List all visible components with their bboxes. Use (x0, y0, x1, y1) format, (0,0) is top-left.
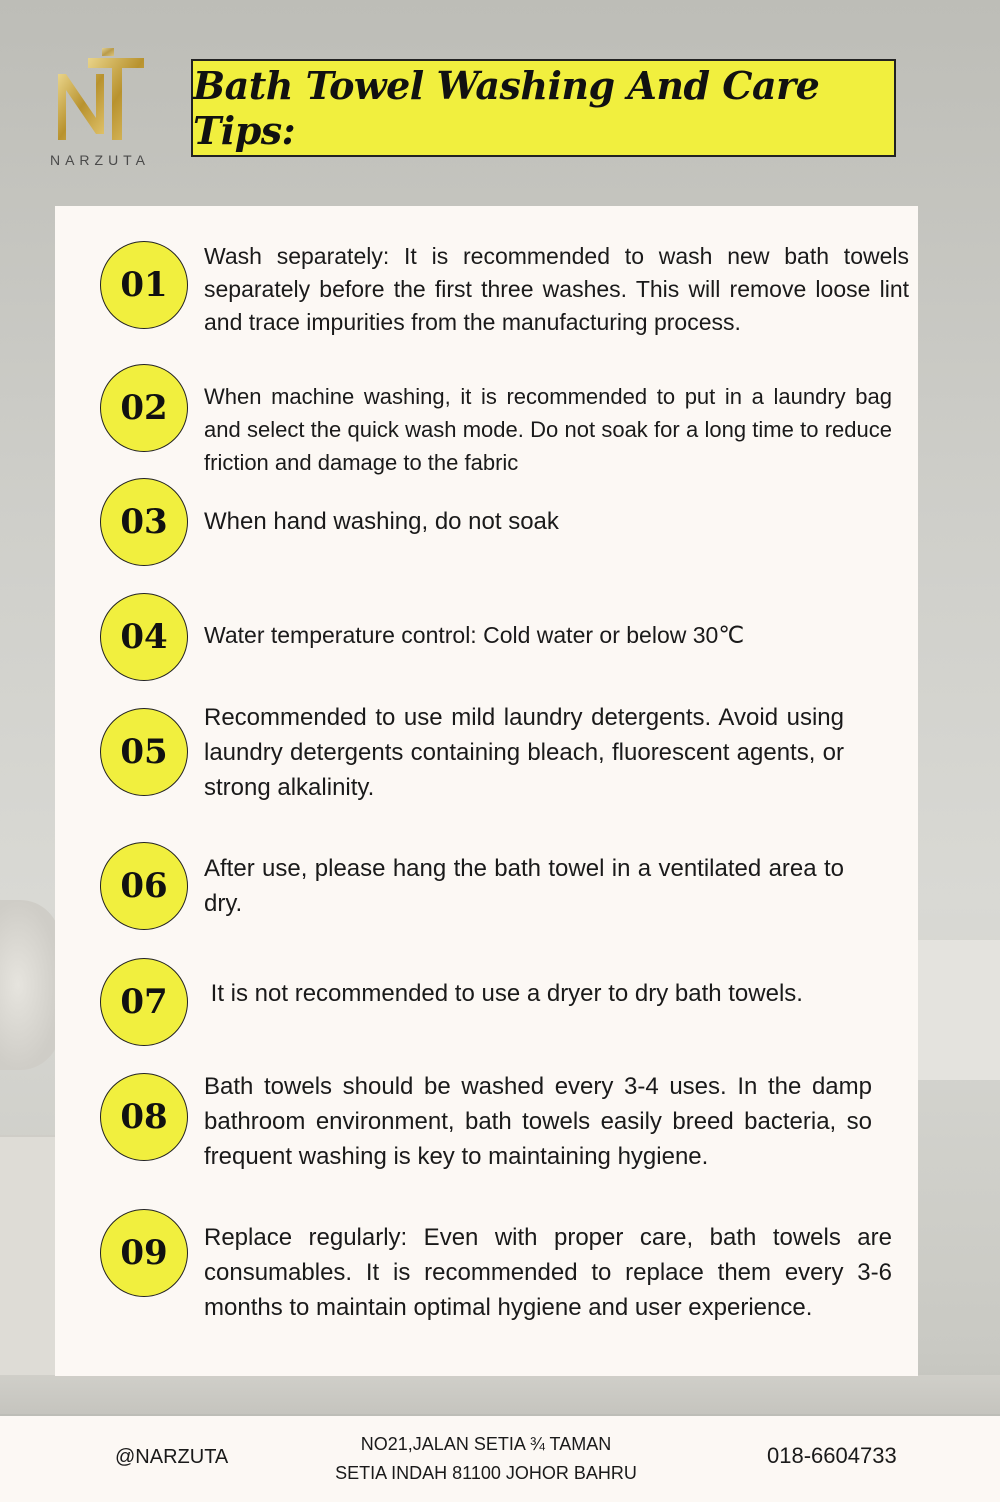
tip-text: When machine washing, it is recommended to put in a laundry bag and select the quick wash mode. Do not soak for a long time to reduce friction and damage to the fabric (204, 384, 892, 475)
tip-number-badge: 02 (100, 364, 188, 452)
tip-text: When hand washing, do not soak (204, 508, 559, 535)
address-line-1: NO21,JALAN SETIA ¾ TAMAN (360, 1434, 612, 1454)
background-shelf (0, 1135, 60, 1387)
tip-number-badge: 09 (100, 1209, 188, 1297)
tips-card (55, 206, 918, 1376)
tip-number-badge: 04 (100, 593, 188, 681)
tip-text: Recommended to use mild laundry detergents. Avoid using laundry detergents containing bleach, fluorescent agents, or strong alkalinity. (204, 704, 844, 801)
social-handle: @NARZUTA (115, 1446, 229, 1468)
background-cabinet (0, 1375, 1000, 1415)
tip-text: It is not recommended to use a dryer to dry bath towels. (204, 980, 803, 1007)
tip-number-badge: 01 (100, 241, 188, 329)
background-vase (0, 900, 60, 1070)
title-banner (191, 59, 896, 157)
brand-logo (30, 40, 170, 180)
background-box (918, 940, 1000, 1080)
phone-number: 018-6604733 (767, 1443, 897, 1468)
tip-text: Replace regularly: Even with proper care, bath towels are consumables. It is recommended to replace them every 3-6 months to maintain optimal hygiene and user experience. (204, 1224, 892, 1321)
store-address (300, 1430, 672, 1488)
tip-number-badge: 03 (100, 478, 188, 566)
tip-text: Water temperature control: Cold water or below 30℃ (204, 622, 745, 648)
tip-number-badge: 07 (100, 958, 188, 1046)
tip-text: After use, please hang the bath towel in a ventilated area to dry. (204, 855, 844, 917)
tip-number-badge: 08 (100, 1073, 188, 1161)
tip-text: Bath towels should be washed every 3-4 uses. In the damp bathroom environment, bath towels easily breed bacteria, so frequent washing is key to maintaining hygiene. (204, 1073, 872, 1170)
tip-number-badge: 06 (100, 842, 188, 930)
footer (0, 1414, 1000, 1502)
logo-icon (52, 44, 148, 144)
brand-name: NARZUTA (49, 152, 151, 168)
tip-text: Wash separately: It is recommended to wash new bath towels separately before the first three washes. This will remove loose lint and trace impurities from the manufacturing process. (204, 243, 909, 335)
tip-number-badge: 05 (100, 708, 188, 796)
page-title: Bath Towel Washing And Care Tips: (193, 63, 820, 153)
address-line-2: SETIA INDAH 81100 JOHOR BAHRU (335, 1463, 637, 1483)
